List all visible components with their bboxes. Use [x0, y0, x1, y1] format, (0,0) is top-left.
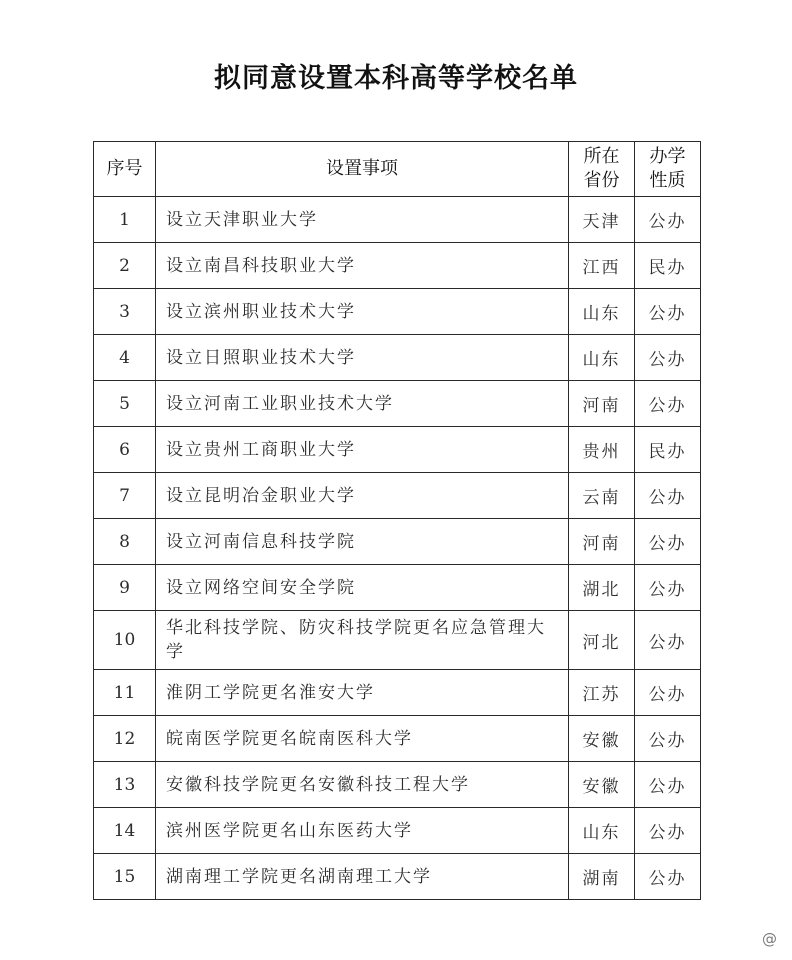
row-index: 1: [94, 197, 156, 243]
row-index: 12: [94, 716, 156, 762]
row-province: 江苏: [569, 670, 635, 716]
header-index: 序号: [94, 142, 156, 197]
row-type: 公办: [635, 565, 701, 611]
table-row: [94, 473, 701, 519]
document-title: 拟同意设置本科高等学校名单: [214, 63, 578, 94]
row-province: 山东: [569, 335, 635, 381]
row-index: 9: [94, 565, 156, 611]
table-row: [94, 381, 701, 427]
row-province: 云南: [569, 473, 635, 519]
row-index: 13: [94, 762, 156, 808]
school-list-table: [93, 141, 701, 900]
table-header-row: [94, 142, 701, 197]
row-type: 公办: [635, 611, 701, 670]
row-item: 设立天津职业大学: [156, 197, 569, 243]
table-row: [94, 197, 701, 243]
row-province: 河北: [569, 611, 635, 670]
row-item: 华北科技学院、防灾科技学院更名应急管理大学: [156, 611, 569, 670]
row-province: 安徽: [569, 716, 635, 762]
table-row: [94, 335, 701, 381]
row-index: 7: [94, 473, 156, 519]
row-item: 设立网络空间安全学院: [156, 565, 569, 611]
row-type: 公办: [635, 197, 701, 243]
table-row: [94, 670, 701, 716]
row-index: 3: [94, 289, 156, 335]
row-type: 公办: [635, 808, 701, 854]
row-type: 公办: [635, 289, 701, 335]
row-item: 淮阴工学院更名淮安大学: [156, 670, 569, 716]
row-type: 公办: [635, 519, 701, 565]
row-item: 滨州医学院更名山东医药大学: [156, 808, 569, 854]
header-item: 设置事项: [156, 142, 569, 197]
row-index: 5: [94, 381, 156, 427]
header-type: 办学性质: [635, 142, 701, 197]
row-type: 公办: [635, 335, 701, 381]
table-row: [94, 519, 701, 565]
row-item: 设立滨州职业技术大学: [156, 289, 569, 335]
row-province: 山东: [569, 289, 635, 335]
row-item: 安徽科技学院更名安徽科技工程大学: [156, 762, 569, 808]
row-province: 天津: [569, 197, 635, 243]
row-index: 2: [94, 243, 156, 289]
row-index: 15: [94, 854, 156, 900]
table-row: [94, 716, 701, 762]
row-province: 山东: [569, 808, 635, 854]
row-index: 4: [94, 335, 156, 381]
row-type: 公办: [635, 716, 701, 762]
table-row: [94, 854, 701, 900]
row-province: 江西: [569, 243, 635, 289]
row-item: 湖南理工学院更名湖南理工大学: [156, 854, 569, 900]
row-item: 设立贵州工商职业大学: [156, 427, 569, 473]
row-index: 11: [94, 670, 156, 716]
row-index: 6: [94, 427, 156, 473]
header-province: 所在省份: [569, 142, 635, 197]
row-type: 公办: [635, 762, 701, 808]
row-type: 公办: [635, 670, 701, 716]
table-row: [94, 289, 701, 335]
table-row: [94, 611, 701, 670]
row-type: 公办: [635, 854, 701, 900]
row-item: 设立昆明冶金职业大学: [156, 473, 569, 519]
row-type: 公办: [635, 381, 701, 427]
row-province: 贵州: [569, 427, 635, 473]
table-row: [94, 808, 701, 854]
row-province: 湖南: [569, 854, 635, 900]
table-row: [94, 762, 701, 808]
row-item: 设立南昌科技职业大学: [156, 243, 569, 289]
table-row: [94, 427, 701, 473]
row-type: 民办: [635, 243, 701, 289]
row-item: 设立河南信息科技学院: [156, 519, 569, 565]
watermark: @: [762, 930, 778, 948]
row-index: 8: [94, 519, 156, 565]
table-row: [94, 243, 701, 289]
row-item: 设立日照职业技术大学: [156, 335, 569, 381]
row-index: 10: [94, 611, 156, 670]
table-row: [94, 565, 701, 611]
row-item: 设立河南工业职业技术大学: [156, 381, 569, 427]
row-item: 皖南医学院更名皖南医科大学: [156, 716, 569, 762]
row-province: 安徽: [569, 762, 635, 808]
row-type: 公办: [635, 473, 701, 519]
row-province: 河南: [569, 519, 635, 565]
row-type: 民办: [635, 427, 701, 473]
row-index: 14: [94, 808, 156, 854]
row-province: 河南: [569, 381, 635, 427]
row-province: 湖北: [569, 565, 635, 611]
